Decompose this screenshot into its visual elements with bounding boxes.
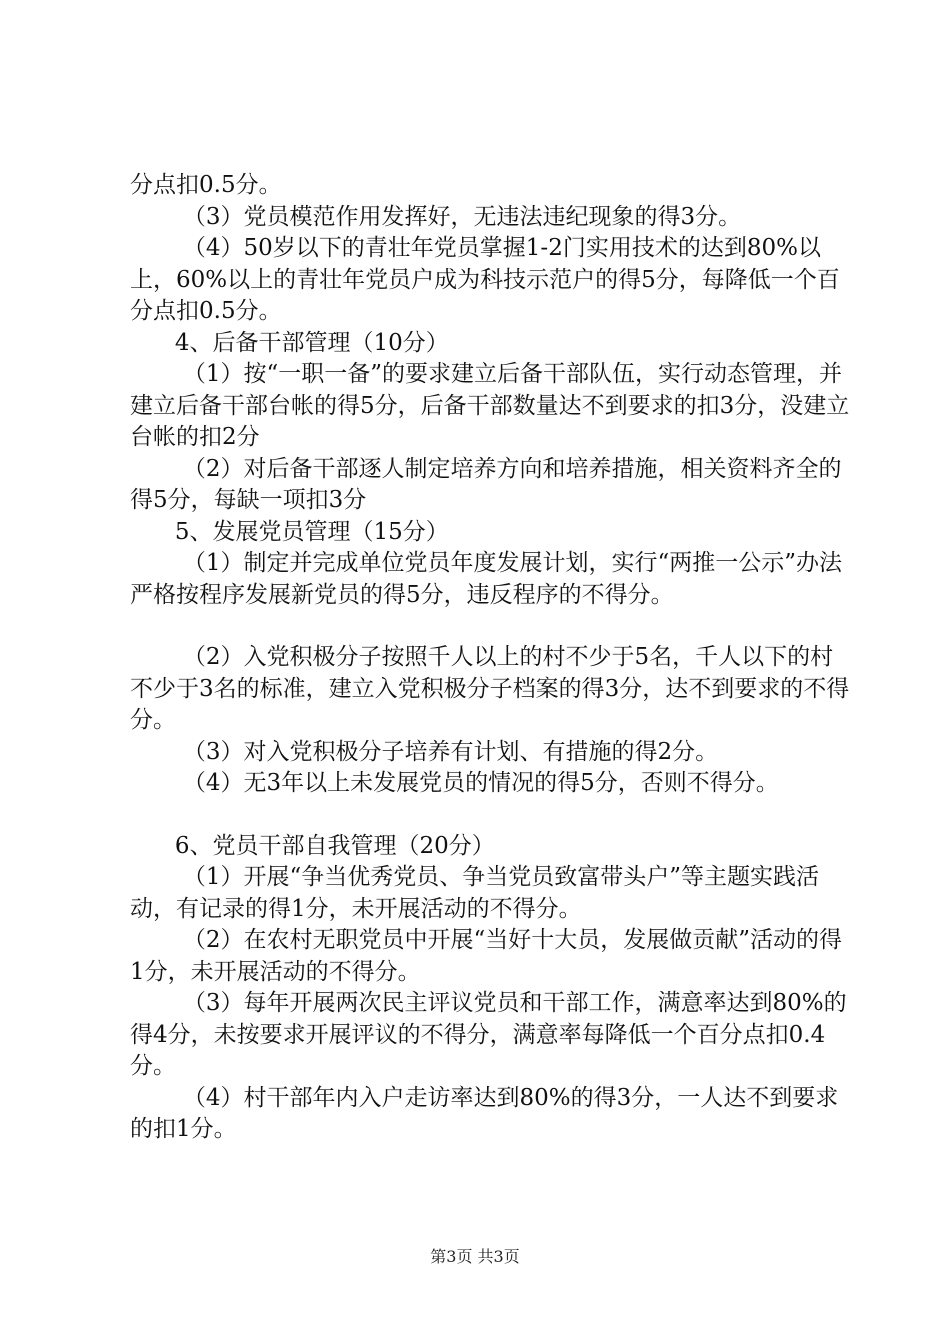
paragraph: （2）对后备干部逐人制定培养方向和培养措施，相关资料齐全的得5分，每缺一项扣3分 xyxy=(130,455,842,513)
paragraph: （4）无3年以上未发展党员的情况的得5分，否则不得分。 xyxy=(182,770,779,796)
blank-line xyxy=(130,800,850,831)
paragraph: （3）每年开展两次民主评议党员和干部工作，满意率达到80%的得4分，未按要求开展评议的不得分，满意率每降低一个百分点扣0.4分。 xyxy=(130,990,847,1079)
paragraph: （2）在农村无职党员中开展“当好十大员，发展做贡献”活动的得1分，未开展活动的不得分。 xyxy=(130,927,843,985)
section-heading: 5、发展党员管理（15分） xyxy=(174,518,449,545)
paragraph: （3）对入党积极分子培养有计划、有措施的得2分。 xyxy=(182,738,719,765)
page-footer: 第3页 共3页 xyxy=(430,1247,520,1266)
paragraph: （1）按“一职一备”的要求建立后备干部队伍，实行动态管理，并建立后备干部台帐的得5分，后备干部数量达不到要求的扣3分，没建立台帐的扣2分 xyxy=(130,361,850,450)
paragraph: （1）开展“争当优秀党员、争当党员致富带头户”等主题实践活动，有记录的得1分，未开展活动的不得分。 xyxy=(130,864,820,922)
blank-line xyxy=(130,611,850,642)
paragraph: （4）村干部年内入户走访率达到80%的得3分，一人达不到要求的扣1分。 xyxy=(130,1084,839,1142)
section-heading: 4、后备干部管理（10分） xyxy=(174,329,449,356)
paragraph: （2）入党积极分子按照千人以上的村不少于5名，千人以下的村不少于3名的标准，建立入党积极分子档案的得3分，达不到要求的不得分。 xyxy=(130,644,850,733)
paragraph: 分点扣0.5分。 xyxy=(130,172,282,198)
paragraph: （4）50岁以下的青壮年党员掌握1-2门实用技术的达到80%以上，60%以上的青壮年党员户成为科技示范户的得5分，每降低一个百分点扣0.5分。 xyxy=(130,235,840,324)
paragraph: （1）制定并完成单位党员年度发展计划，实行“两推一公示”办法严格按程序发展新党员的得5分，违反程序的不得分。 xyxy=(130,550,843,608)
section-heading: 6、党员干部自我管理（20分） xyxy=(174,832,495,859)
document-body xyxy=(130,170,850,1146)
paragraph: （3）党员模范作用发挥好，无违法违纪现象的得3分。 xyxy=(182,203,742,230)
